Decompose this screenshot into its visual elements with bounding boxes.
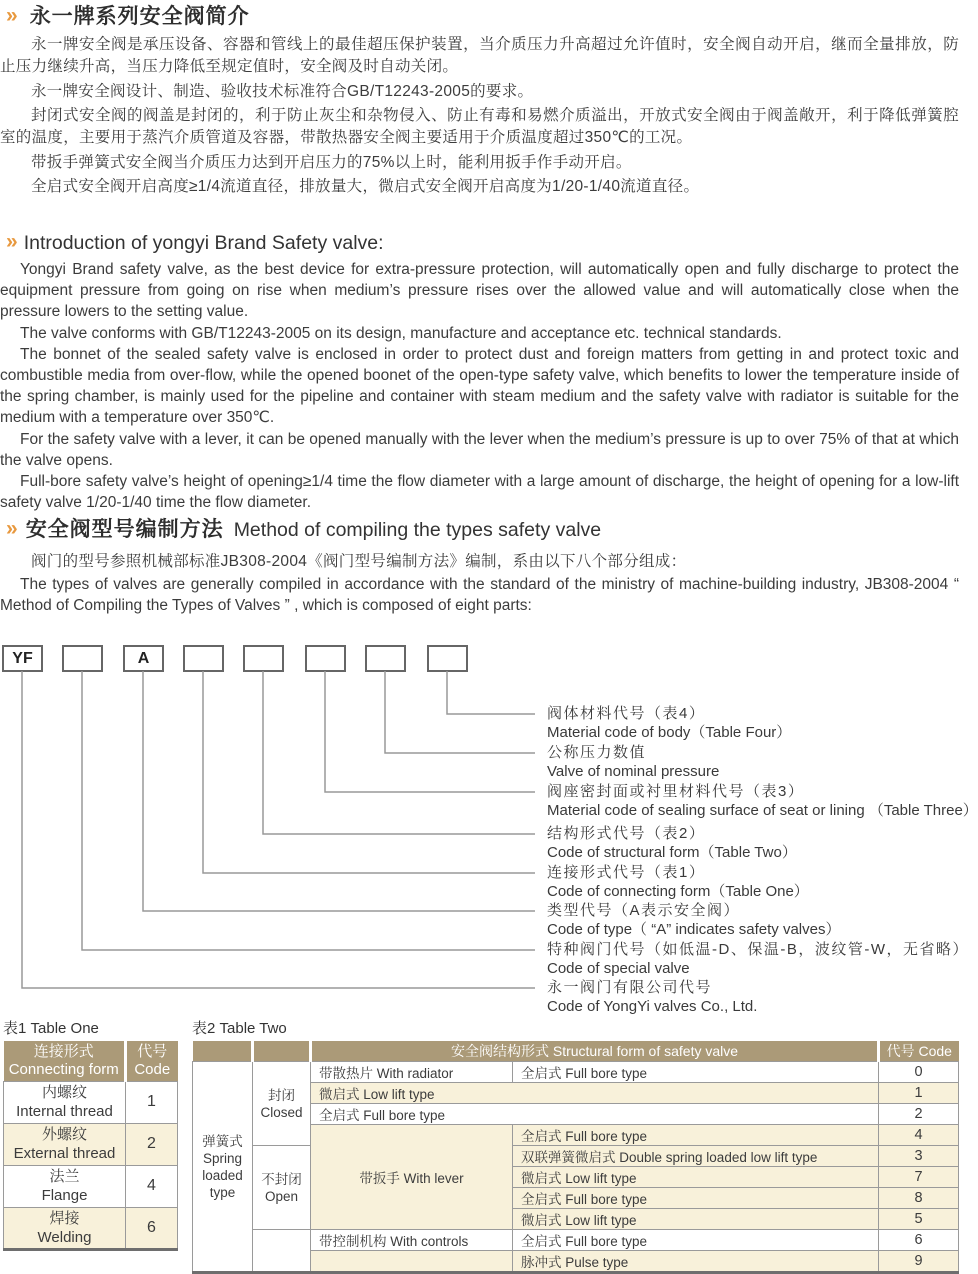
cell-code: 7: [879, 1167, 959, 1188]
paragraph: 永一牌安全阀是承压设备、容器和管线上的最佳超压保护装置，当介质压力升高超过允许值时，安全阀自动开启，继而全量排放，防止压力继续升高，当压力降低至规定值时，安全阀及时自动关闭。: [0, 36, 959, 75]
label-en: Code of type（ “A” indicates safety valves）: [547, 921, 841, 938]
paragraph: 带扳手弹簧式安全阀当介质压力达到开启压力的75%以上时，能利用扳手作手动开启。: [31, 153, 632, 171]
cell-subtype: 微启式 Low lift type: [311, 1083, 879, 1104]
table-row: 外螺纹 External thread 2: [4, 1123, 178, 1165]
section-title-intro-en: [6, 230, 384, 256]
table-row: 内螺纹 Internal thread 1: [4, 1081, 178, 1123]
label-en: Code of connecting form（Table One）: [547, 883, 809, 900]
code-box-2: [62, 645, 103, 672]
page-title-zh: 永一牌系列安全阀简介: [29, 5, 250, 28]
table-row: [193, 1062, 959, 1083]
cell-code: 9: [879, 1251, 959, 1273]
paragraph: Full-bore safety valve’s height of opening≥1/4 time the flow diameter with a large amount of discharge, the height of opening for a low-lift safety valve 1/20-1/40 time the flow diameter.: [0, 473, 959, 512]
column-header: [253, 1041, 311, 1062]
diagram-label: [547, 863, 809, 901]
cell-subtype: 全启式 Full bore type: [513, 1062, 879, 1083]
column-header: 连接形式 Connecting form: [4, 1041, 126, 1081]
intro-zh-body: [0, 34, 959, 201]
intro-en-body: [0, 259, 959, 513]
label-en: Code of structural form（Table Two）: [547, 844, 797, 861]
paragraph: 全启式安全阀开启高度≥1/4流道直径，排放量大，微启式安全阀开启高度为1/20-1/40流道直径。: [31, 178, 700, 195]
column-header: 安全阀结构形式 Structural form of safety valve: [311, 1041, 879, 1062]
section-title-intro-zh: [6, 4, 250, 30]
label-zh: 阀座密封面或衬里材料代号（表3）: [547, 783, 805, 800]
cell-code: 6: [879, 1230, 959, 1251]
cell-closed: 封闭 Closed: [253, 1062, 311, 1146]
code-box-8: [427, 645, 468, 672]
diagram-label: [547, 824, 797, 862]
table-row: [193, 1146, 959, 1167]
label-zh: 结构形式代号（表2）: [547, 825, 706, 842]
cell-with-lever: 带扳手 With lever: [311, 1125, 513, 1230]
diagram-label: [547, 940, 969, 978]
paragraph: 阀门的型号参照机械部标准JB308-2004《阀门型号编制方法》编制，系由以下八个部分组成：: [31, 553, 687, 570]
cell-subtype: 全启式 Full bore type: [311, 1104, 879, 1125]
code-box-4: [183, 645, 224, 672]
diagram-label: [547, 978, 757, 1016]
table-connecting-form: [3, 1041, 178, 1251]
section-marker-icon: »: [6, 517, 18, 540]
cell-with-radiator: 带散热片 With radiator: [311, 1062, 513, 1083]
code-box-1: YF: [2, 645, 43, 672]
cell-subtype: 微启式 Low lift type: [513, 1209, 879, 1230]
cell-empty: [253, 1230, 311, 1273]
paragraph: The types of valves are generally compiled in accordance with the standard of the ministry of machine-building industry, JB308-2004 “ Method of Compiling the Types of Valves ” , which is composed of eight parts:: [0, 576, 959, 615]
cell-subtype: 全启式 Full bore type: [513, 1230, 879, 1251]
column-header: 代号 Code: [879, 1041, 959, 1062]
page-title-en: Introduction of yongyi Brand Safety valve:: [23, 232, 384, 254]
paragraph: 封闭式安全阀的阀盖是封闭的，利于防止灰尘和杂物侵入、防止有毒和易燃介质溢出，开放式安全阀由于阀盖敞开，利于降低弹簧腔室的温度，主要用于蒸汽介质管道及容器，带散热器安全阀主要适用于介质温度超过350℃的工况。: [0, 107, 959, 146]
column-header: [193, 1041, 253, 1062]
label-zh: 类型代号（A表示安全阀）: [547, 902, 741, 919]
label-zh: 阀体材料代号（表4）: [547, 705, 706, 722]
cell-subtype: 全启式 Full bore type: [513, 1125, 879, 1146]
code-box-7: [365, 645, 406, 672]
column-header: 代号 Code: [126, 1041, 178, 1081]
label-en: Material code of sealing surface of seat or lining （Table Three）: [547, 802, 978, 819]
paragraph: 永一牌安全阀设计、制造、验收技术标准符合GB/T12243-2005的要求。: [31, 82, 534, 100]
label-zh: 公称压力数值: [547, 744, 647, 761]
label-en: Code of YongYi valves Co., Ltd.: [547, 998, 758, 1015]
cell-subtype: 微启式 Low lift type: [513, 1167, 879, 1188]
method-body: [0, 551, 959, 616]
cell-code: 5: [879, 1209, 959, 1230]
table-row: 焊接 Welding 6: [4, 1207, 178, 1249]
cell-code: 2: [879, 1104, 959, 1125]
section-marker-icon: »: [6, 4, 18, 27]
label-en: Material code of body（Table Four）: [547, 724, 792, 741]
cell-code: 4: [879, 1125, 959, 1146]
label-en: Valve of nominal pressure: [547, 763, 720, 780]
label-zh: 特种阀门代号（如低温-D、保温-B，波纹管-W，无省略）: [547, 941, 969, 958]
cell-empty: [311, 1251, 513, 1273]
method-title-en: Method of compiling the types safety valve: [233, 519, 602, 541]
cell-with-controls: 带控制机构 With controls: [311, 1230, 513, 1251]
table-row: [193, 1230, 959, 1251]
label-zh: 永一阀门有限公司代号: [547, 979, 713, 996]
cell-subtype: 双联弹簧微启式 Double spring loaded low lift type: [513, 1146, 879, 1167]
cell-subtype: 脉冲式 Pulse type: [513, 1251, 879, 1273]
cell-code: 8: [879, 1188, 959, 1209]
diagram-label: [547, 704, 791, 742]
cell-open: 不封闭 Open: [253, 1146, 311, 1230]
code-box-6: [305, 645, 346, 672]
paragraph: The bonnet of the sealed safety valve is enclosed in order to protect dust and foreign matters from getting in and protect toxic and combustible media from over-flow, while the opened boonet of the open-type safety valve, which benefits to lower the temperature inside of the spring chamber, is mainly used for the pipeline and container with steam medium and the safety valve with radiator is suitable for the medium with a temperature over 350℃.: [0, 345, 959, 427]
method-title-zh: 安全阀型号编制方法: [25, 518, 224, 541]
diagram-label: [547, 743, 719, 781]
section-marker-icon: »: [6, 230, 18, 253]
code-box-3: A: [123, 645, 164, 672]
paragraph: For the safety valve with a lever, it can be opened manually with the lever when the medium’s pressure is up to over 75% of that at which the valve opens.: [0, 430, 959, 469]
table-row: 法兰 Flange 4: [4, 1165, 178, 1207]
code-box-5: [243, 645, 284, 672]
cell-code: 3: [879, 1146, 959, 1167]
table-structural-form: [192, 1041, 959, 1274]
section-title-method: [6, 517, 601, 543]
cell-spring-loaded: 弹簧式 Spring loaded type: [193, 1062, 253, 1273]
label-en: Code of special valve: [547, 960, 690, 977]
cell-code: 1: [879, 1083, 959, 1104]
cell-subtype: 全启式 Full bore type: [513, 1188, 879, 1209]
paragraph: Yongyi Brand safety valve, as the best device for extra-pressure protection, will automatically open and fully discharge to protect the equipment pressure from going on rise when medium’s pressure rises over the allowed value and will automatically close when the pressure lowers to the setting value.: [0, 261, 959, 321]
cell-code: 0: [879, 1062, 959, 1083]
label-zh: 连接形式代号（表1）: [547, 864, 706, 881]
diagram-label: [547, 901, 840, 939]
diagram-label: [547, 782, 978, 820]
table2-title: 表2 Table Two: [192, 1020, 287, 1037]
paragraph: The valve conforms with GB/T12243-2005 on its design, manufacture and acceptance etc. technical standards.: [20, 324, 782, 342]
table1-title: 表1 Table One: [3, 1020, 99, 1037]
